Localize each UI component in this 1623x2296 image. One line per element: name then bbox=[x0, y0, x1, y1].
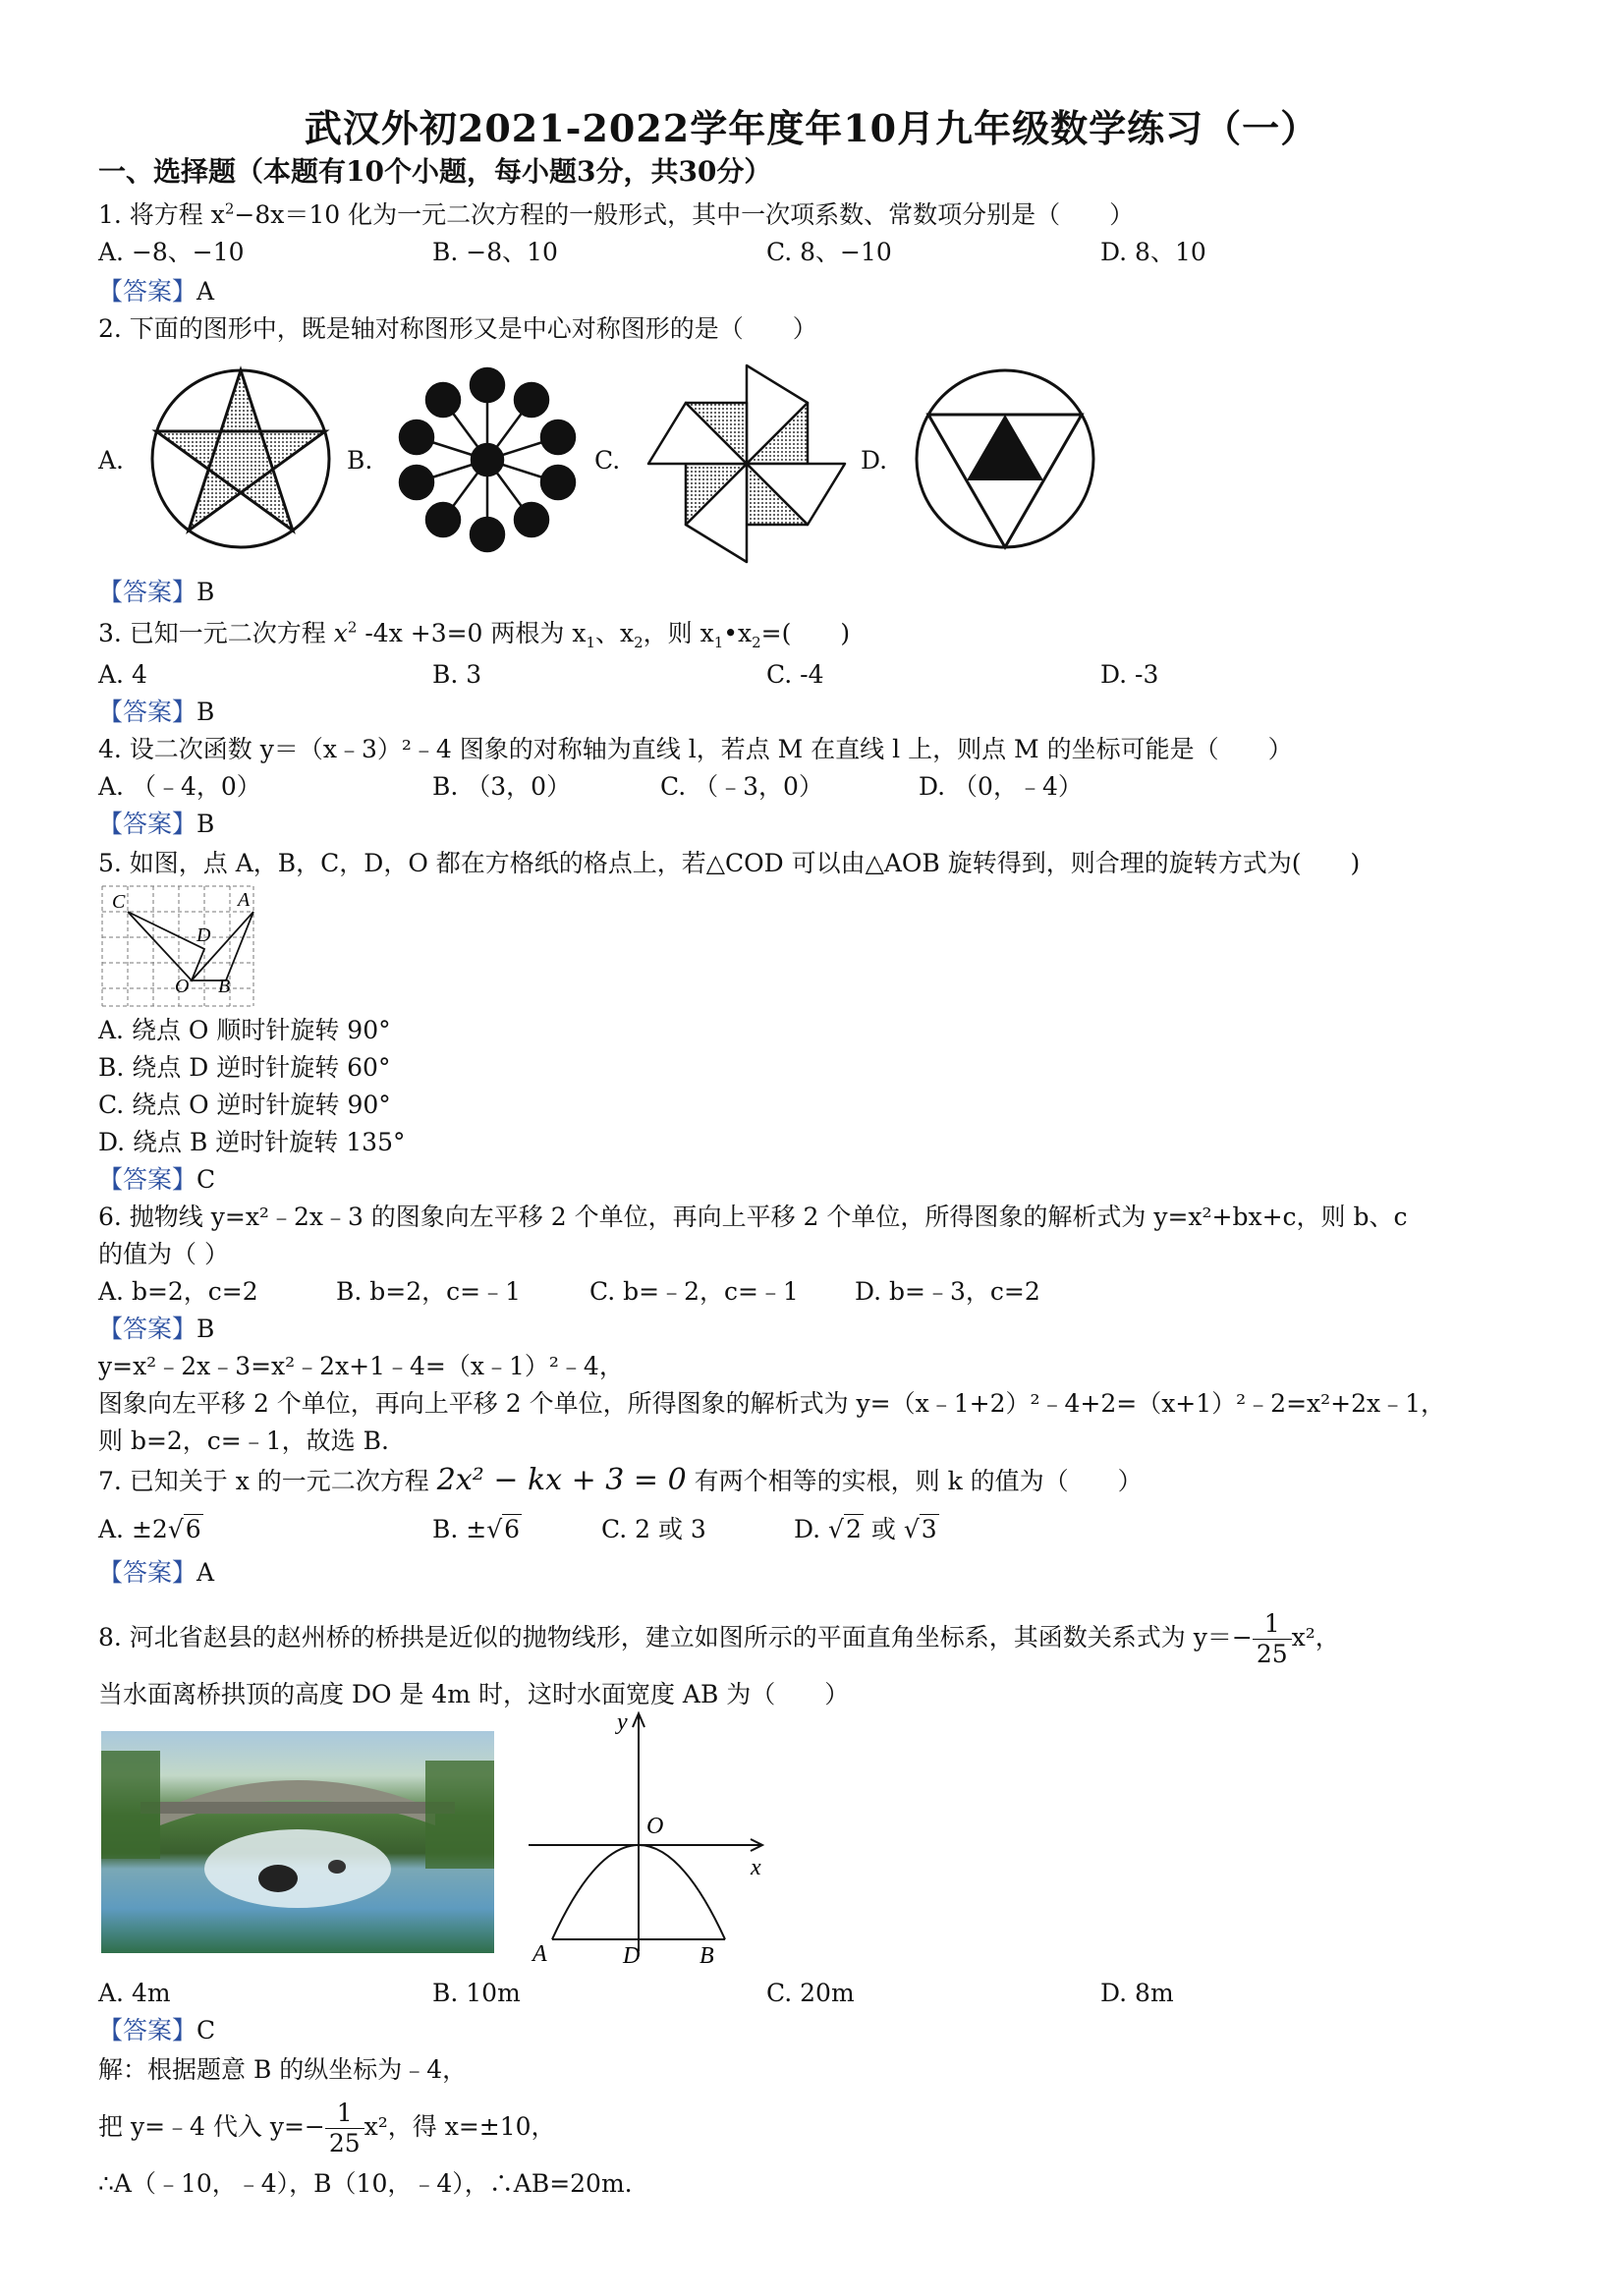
circle-triangle-figure bbox=[912, 365, 1098, 552]
q8-solution-2: 把 y=﹣4 代入 y=− $\frac{1}{25}$ x²，得 x=±10， bbox=[98, 2099, 556, 2157]
point-label-d: D bbox=[623, 1943, 641, 1965]
q6-option-c: C. b=﹣2，c=﹣1 bbox=[589, 1277, 799, 1306]
q6-option-b: B. b=2，c=﹣1 bbox=[336, 1277, 521, 1306]
grid-label-d: D bbox=[196, 924, 211, 946]
q8-option-c: C. 20m bbox=[766, 1979, 855, 2007]
point-label-a: A bbox=[532, 1941, 547, 1965]
q5-option-a: A. 绕点 O 顺时针旋转 90° bbox=[98, 1016, 391, 1044]
q4-stem: 4. 设二次函数 y＝（x﹣3）²﹣4 图象的对称轴为直线 l，若点 M 在直线 l 上，则点 M 的坐标可能是（ ） bbox=[98, 735, 1293, 763]
q4-option-d: D. （0，﹣4） bbox=[919, 772, 1083, 801]
axis-label-x: x bbox=[751, 1855, 761, 1880]
q1-option-a: A. −8、−10 bbox=[98, 238, 245, 266]
q1-answer: 【答案】A bbox=[98, 277, 215, 306]
q6-option-d: D. b=﹣3，c=2 bbox=[855, 1277, 1040, 1306]
q1-stem: 1. 将方程 $x^2-8x=10$ 化为一元二次方程的一般形式，其中一次项系数、常数项分别是（ ） bbox=[98, 199, 1135, 229]
grid-label-a: A bbox=[238, 889, 251, 911]
q8-stem-2: 当水面离桥拱顶的高度 DO 是 4m 时，这时水面宽度 AB 为（ ） bbox=[98, 1680, 850, 1708]
bridge-illustration bbox=[101, 1731, 494, 1953]
q7-option-a: A. ±2√6 bbox=[98, 1515, 201, 1543]
q7-option-b: B. ±√6 bbox=[432, 1515, 521, 1543]
q8-solution-3: ∴A（﹣10，﹣4），B（10，﹣4），∴AB=20m. bbox=[98, 2169, 633, 2198]
q1-option-c: C. 8、−10 bbox=[766, 238, 892, 266]
q7-answer: 【答案】A bbox=[98, 1558, 215, 1587]
q8-option-b: B. 10m bbox=[432, 1979, 521, 2007]
q3-answer: 【答案】B bbox=[98, 698, 215, 726]
bridge-photo bbox=[101, 1731, 494, 1953]
q5-stem: 5. 如图，点 A，B，C，D，O 都在方格纸的格点上，若△COD 可以由△AOB 旋转得到，则合理的旋转方式为( ) bbox=[98, 849, 1361, 877]
q6-answer: 【答案】B bbox=[98, 1315, 215, 1343]
q2-label-c: C. bbox=[594, 446, 621, 475]
q5-option-d: D. 绕点 B 逆时针旋转 135° bbox=[98, 1128, 406, 1156]
grid-label-o: O bbox=[175, 976, 190, 997]
section-heading: 一、选择题（本题有10个小题，每小题3分，共30分） bbox=[98, 155, 772, 188]
axis-label-y: y bbox=[617, 1709, 628, 1735]
q1-option-b: B. −8、10 bbox=[432, 238, 558, 266]
q3-option-c: C. -4 bbox=[766, 660, 824, 689]
grid-label-b: B bbox=[218, 976, 231, 997]
q6-option-a: A. b=2，c=2 bbox=[98, 1277, 258, 1306]
q8-answer: 【答案】C bbox=[98, 2016, 216, 2044]
q7-stem: 7. 已知关于 x 的一元二次方程 2x² − kx + 3 = 0 有两个相等的实根，则 k 的值为（ ） bbox=[98, 1463, 1143, 1497]
q2-answer: 【答案】B bbox=[98, 578, 215, 606]
q2-stem: 2. 下面的图形中，既是轴对称图形又是中心对称图形的是（ ） bbox=[98, 314, 817, 343]
q5-option-b: B. 绕点 D 逆时针旋转 60° bbox=[98, 1053, 391, 1082]
q7-option-d: D. √2 或 √3 bbox=[794, 1515, 937, 1543]
q8-solution-1: 解：根据题意 B 的纵坐标为﹣4， bbox=[98, 2055, 468, 2084]
pinwheel-figure bbox=[639, 356, 855, 572]
q4-option-b: B. （3，0） bbox=[432, 772, 572, 801]
q4-answer: 【答案】B bbox=[98, 810, 215, 838]
q3-option-b: B. 3 bbox=[432, 660, 482, 689]
flower-figure bbox=[391, 364, 584, 556]
pentagram-figure bbox=[147, 365, 334, 552]
origin-label-o: O bbox=[646, 1814, 664, 1839]
q6-stem-1: 6. 抛物线 y=x²﹣2x﹣3 的图象向左平移 2 个单位，再向上平移 2 个单位，所得图象的解析式为 y=x²+bx+c，则 b、c bbox=[98, 1203, 1408, 1231]
point-label-b: B bbox=[700, 1943, 714, 1965]
q8-parabola-graph bbox=[525, 1708, 770, 1965]
q4-option-c: C. （﹣3，0） bbox=[660, 772, 823, 801]
q5-grid-figure bbox=[98, 882, 257, 1010]
q2-label-a: A. bbox=[98, 446, 125, 475]
q6-solution-2: 图象向左平移 2 个单位，再向上平移 2 个单位，所得图象的解析式为 y=（x﹣1+2）²﹣4+2=（x+1）²﹣2=x²+2x﹣1， bbox=[98, 1389, 1446, 1418]
q1-option-d: D. 8、10 bbox=[1100, 238, 1206, 266]
q5-option-c: C. 绕点 O 逆时针旋转 90° bbox=[98, 1091, 391, 1119]
q8-option-d: D. 8m bbox=[1100, 1979, 1174, 2007]
q6-stem-2: 的值为（ ） bbox=[98, 1240, 229, 1268]
q2-label-d: D. bbox=[861, 446, 888, 475]
q7-option-c: C. 2 或 3 bbox=[601, 1515, 706, 1543]
q2-label-b: B. bbox=[347, 446, 373, 475]
q8-stem-1: 8. 河北省赵县的赵州桥的桥拱是近似的抛物线形，建立如图所示的平面直角坐标系，其函数关系式为 y＝− $\frac{1}{25}$ x²， bbox=[98, 1609, 1340, 1668]
q4-option-a: A. （﹣4，0） bbox=[98, 772, 261, 801]
q3-option-d: D. -3 bbox=[1100, 660, 1159, 689]
q8-option-a: A. 4m bbox=[98, 1979, 171, 2007]
q3-stem: 3. 已知一元二次方程 $x^2$ -4x +3=0 两根为 $x_1$、$x_2$，则 $x_1•x_2=$( ) bbox=[98, 618, 851, 651]
q6-solution-1: y=x²﹣2x﹣3=x²﹣2x+1﹣4=（x﹣1）²﹣4， bbox=[98, 1352, 624, 1380]
page-title: 武汉外初2021-2022学年度年10月九年级数学练习（一） bbox=[304, 106, 1319, 150]
q6-solution-3: 则 b=2，c=﹣1，故选 B. bbox=[98, 1427, 389, 1455]
q3-option-a: A. 4 bbox=[98, 660, 147, 689]
grid-label-c: C bbox=[112, 891, 126, 913]
q5-answer: 【答案】C bbox=[98, 1165, 216, 1194]
